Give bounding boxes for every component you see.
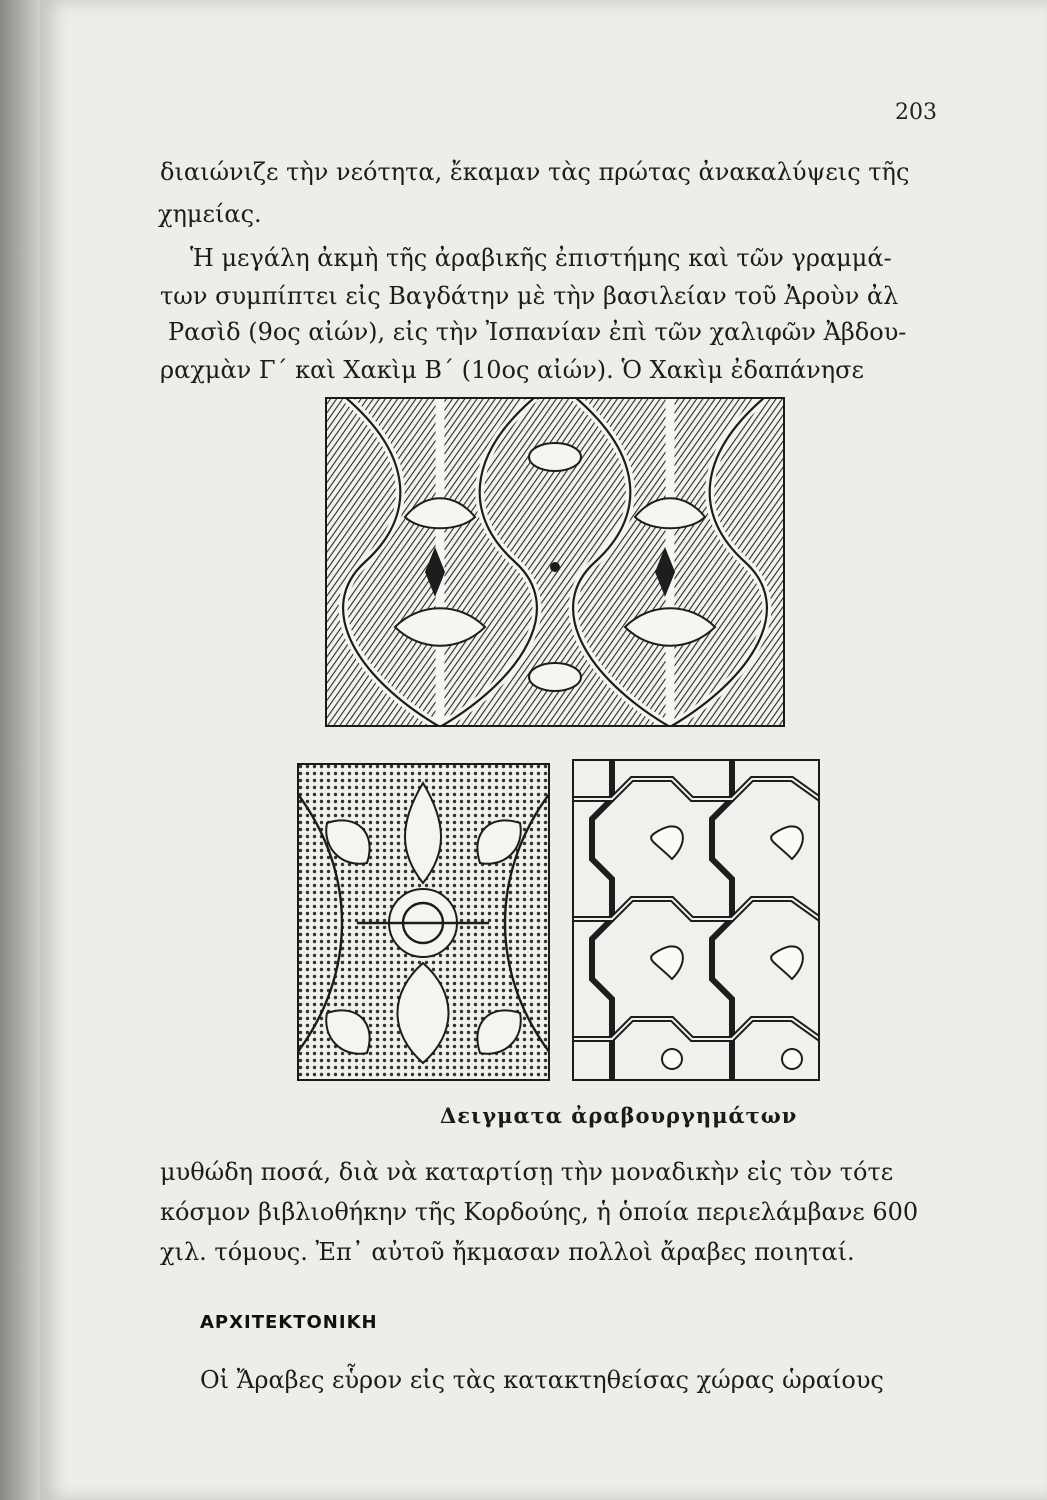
figure-caption: Δειγματα ἀραβουργημάτων [440, 1103, 798, 1128]
text-line: κόσμον βιβλιοθήκην τῆς Κορδούης, ἡ ὁποία περιελάμβανε 600 [160, 1198, 919, 1226]
text-line: των συμπίπτει εἰς Βαγδάτην μὲ τὴν βασιλείαν τοῦ Ἀροὺν ἀλ [160, 282, 899, 310]
arabesque-figure-bottom-right [572, 759, 820, 1081]
text-line: Ρασὶδ (9ος αἰών), εἰς τὴν Ἰσπανίαν ἐπὶ τῶν χαλιφῶν Ἀβδου- [168, 318, 907, 346]
page-number: 203 [895, 100, 937, 125]
text-line: ραχμὰν Γ´ καὶ Χακὶμ Β´ (10ος αἰών). Ὁ Χακὶμ ἐδαπάνησε [160, 356, 864, 384]
text-line: διαιώνιζε τὴν νεότητα, ἔκαμαν τὰς πρώτας ἀνακαλύψεις τῆς [160, 158, 910, 186]
text-line: χημείας. [158, 200, 262, 228]
book-page [40, 0, 1047, 1500]
text-line: χιλ. τόμους. Ἐπ᾿ αὐτοῦ ἤκμασαν πολλοὶ ἄραβες ποιηταί. [160, 1238, 855, 1266]
text-line: Οἱ Ἄραβες εὗρον εἰς τὰς κατακτηθείσας χώρας ὡραίους [200, 1366, 884, 1394]
arabesque-figure-bottom-left [297, 763, 550, 1081]
text-line: μυθώδη ποσά, διὰ νὰ καταρτίσῃ τὴν μοναδικὴν εἰς τὸν τότε [160, 1158, 894, 1186]
arabesque-figure-top [325, 397, 785, 727]
book-binding [0, 0, 44, 1500]
text-line: Ἡ μεγάλη ἀκμὴ τῆς ἀραβικῆς ἐπιστήμης καὶ τῶν γραμμά- [190, 244, 892, 272]
section-heading: ΑΡΧΙΤΕΚΤΟΝΙΚΗ [200, 1312, 378, 1333]
